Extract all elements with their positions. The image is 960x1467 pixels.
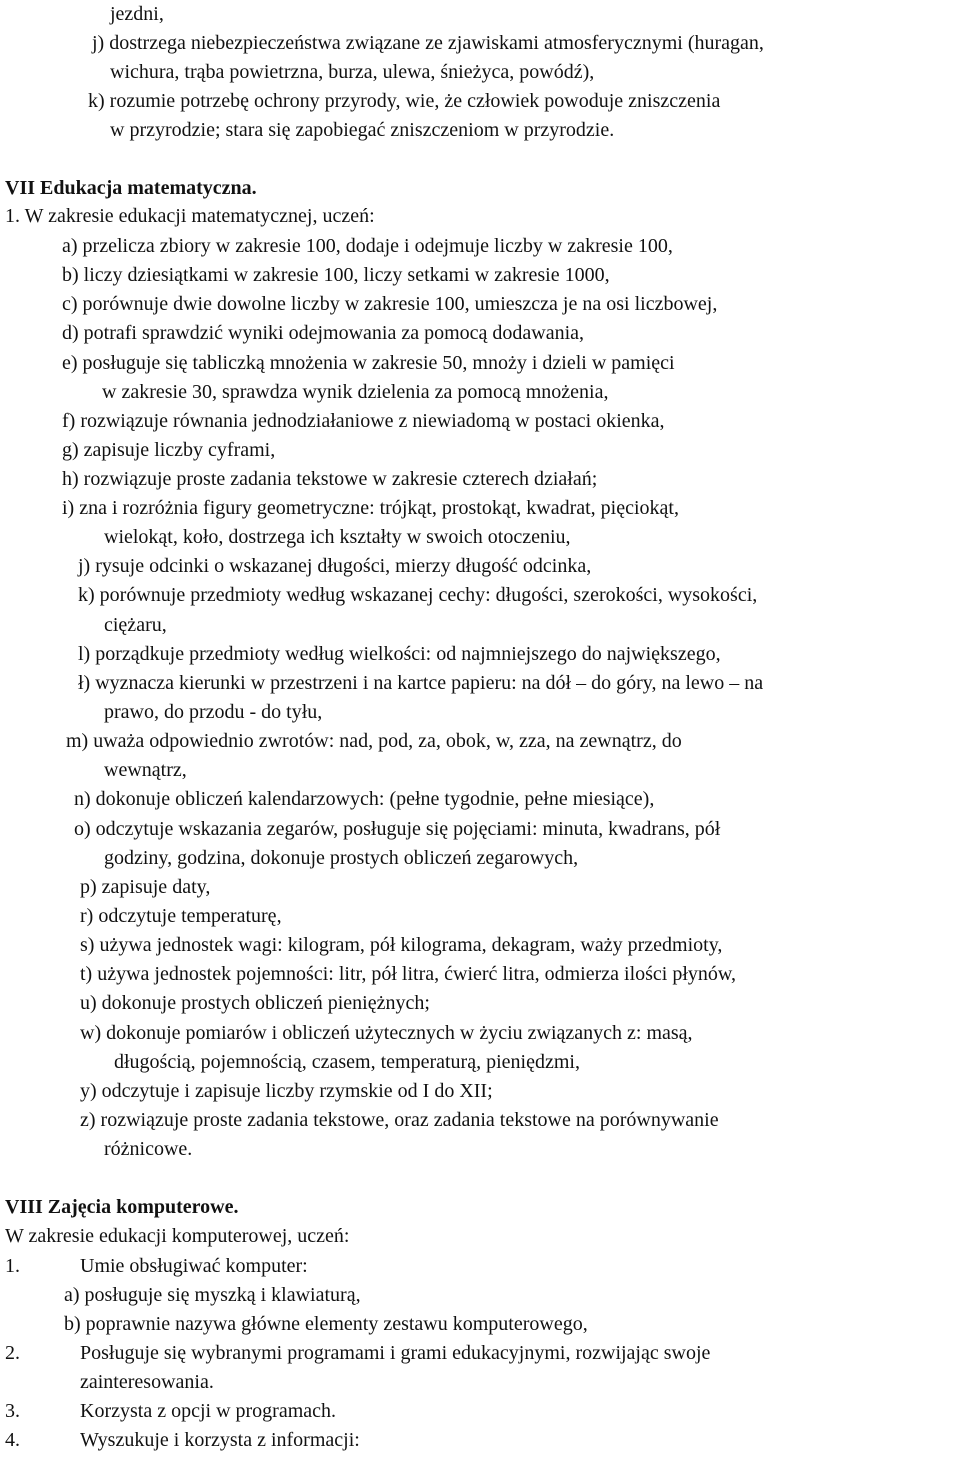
list-item: a) przelicza zbiory w zakresie 100, dodaje i odejmuje liczby w zakresie 100,: [62, 235, 673, 257]
list-item: m) uważa odpowiednio zwrotów: nad, pod, za, obok, w, zza, na zewnątrz, do: [66, 730, 682, 752]
text-line-jezdni: jezdni,: [110, 3, 164, 25]
list-item: z) rozwiązuje proste zadania tekstowe, oraz zadania tekstowe na porównywanie: [80, 1109, 719, 1131]
list-item: w) dokonuje pomiarów i obliczeń użytecznych w życiu związanych z: masą,: [80, 1022, 693, 1044]
list-item: ł) wyznacza kierunki w przestrzeni i na kartce papieru: na dół – do góry, na lewo – na: [78, 672, 764, 694]
list-item-continuation: wewnątrz,: [104, 759, 187, 781]
list-item: k) porównuje przedmioty według wskazanej cechy: długości, szerokości, wysokości,: [78, 584, 758, 606]
list-item: n) dokonuje obliczeń kalendarzowych: (pełne tygodnie, pełne miesiące),: [74, 788, 655, 810]
list-item: b) liczy dziesiątkami w zakresie 100, liczy setkami w zakresie 1000,: [62, 264, 610, 286]
list-item: o) odczytuje wskazania zegarów, posługuje się pojęciami: minuta, kwadrans, pół: [74, 818, 721, 840]
section-heading-computers: VIII Zajęcia komputerowe.: [5, 1196, 239, 1218]
list-item-j-line-2: wichura, trąba powietrzna, burza, ulewa, śnieżyca, powódź),: [110, 61, 595, 83]
list-item-j-line-1: j) dostrzega niebezpieczeństwa związane ze zjawiskami atmosferycznymi (huragan,: [92, 32, 764, 54]
list-number: 4.: [5, 1429, 20, 1451]
list-item-continuation: w zakresie 30, sprawdza wynik dzielenia za pomocą mnożenia,: [102, 381, 609, 403]
list-item-continuation: ciężaru,: [104, 614, 167, 636]
list-subitem: b) poprawnie nazywa główne elementy zestawu komputerowego,: [64, 1313, 588, 1335]
list-item: l) porządkuje przedmioty według wielkości: od najmniejszego do największego,: [78, 643, 721, 665]
list-item: c) porównuje dwie dowolne liczby w zakresie 100, umieszcza je na osi liczbowej,: [62, 293, 718, 315]
list-item-k-line-2: w przyrodzie; stara się zapobiegać zniszczeniom w przyrodzie.: [110, 119, 615, 141]
section-heading-math: VII Edukacja matematyczna.: [5, 177, 257, 199]
list-item: Wyszukuje i korzysta z informacji:: [80, 1429, 360, 1451]
list-item: f) rozwiązuje równania jednodziałaniowe z niewiadomą w postaci okienka,: [62, 410, 665, 432]
list-item: Umie obsługiwać komputer:: [80, 1255, 308, 1277]
list-item-continuation: wielokąt, koło, dostrzega ich kształty w swoich otoczeniu,: [104, 526, 571, 548]
list-subitem: a) posługuje się myszką i klawiaturą,: [64, 1284, 361, 1306]
list-item: r) odczytuje temperaturę,: [80, 905, 282, 927]
list-item: Korzysta z opcji w programach.: [80, 1400, 337, 1422]
list-item-continuation: różnicowe.: [104, 1138, 193, 1160]
list-number: 1.: [5, 1255, 20, 1277]
list-item: y) odczytuje i zapisuje liczby rzymskie od I do XII;: [80, 1080, 493, 1102]
list-item-continuation: długością, pojemnością, czasem, temperaturą, pieniędzmi,: [114, 1051, 580, 1073]
list-item: e) posługuje się tabliczką mnożenia w zakresie 50, mnoży i dzieli w pamięci: [62, 352, 675, 374]
list-item: u) dokonuje prostych obliczeń pieniężnych;: [80, 992, 430, 1014]
section-intro-computers: W zakresie edukacji komputerowej, uczeń:: [5, 1225, 350, 1247]
list-item: s) używa jednostek wagi: kilogram, pół kilograma, dekagram, waży przedmioty,: [80, 934, 723, 956]
list-number: 2.: [5, 1342, 20, 1364]
list-item: Posługuje się wybranymi programami i grami edukacyjnymi, rozwijając swoje: [80, 1342, 711, 1364]
list-item: t) używa jednostek pojemności: litr, pół litra, ćwierć litra, odmierza ilości płynów,: [80, 963, 737, 985]
list-item: i) zna i rozróżnia figury geometryczne: trójkąt, prostokąt, kwadrat, pięciokąt,: [62, 497, 679, 519]
list-item: h) rozwiązuje proste zadania tekstowe w zakresie czterech działań;: [62, 468, 598, 490]
list-item: p) zapisuje daty,: [80, 876, 211, 898]
list-item: j) rysuje odcinki o wskazanej długości, mierzy długość odcinka,: [78, 555, 592, 577]
list-item-continuation: godziny, godzina, dokonuje prostych obliczeń zegarowych,: [104, 847, 579, 869]
list-number: 3.: [5, 1400, 20, 1422]
list-item-continuation: prawo, do przodu - do tyłu,: [104, 701, 323, 723]
list-item-k-line-1: k) rozumie potrzebę ochrony przyrody, wie, że człowiek powoduje zniszczenia: [88, 90, 721, 112]
list-item-continuation: zainteresowania.: [80, 1371, 214, 1393]
list-item: d) potrafi sprawdzić wyniki odejmowania za pomocą dodawania,: [62, 322, 585, 344]
section-intro-math: 1. W zakresie edukacji matematycznej, uczeń:: [5, 205, 375, 227]
list-item: g) zapisuje liczby cyframi,: [62, 439, 276, 461]
